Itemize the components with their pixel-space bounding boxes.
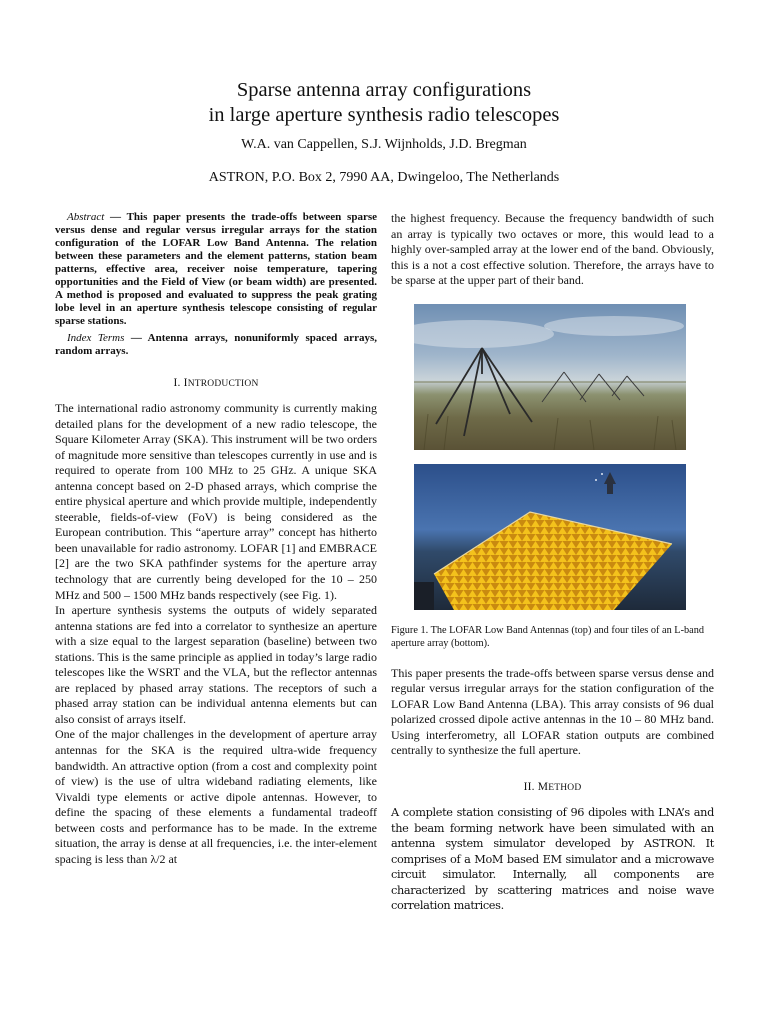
right-column (391, 211, 714, 914)
intro-paragraph-3: One of the major challenges in the development of aperture array antennas for the SKA is the required ultra-wide frequency bandwidth. An attractive option (from a cost and complexity point of view) is the use of ultra wideband radiating elements, like Vivaldi type elements or active dipole antennas. However, to define the spacing of these elements a fundamental tradeoff between costs and performance has to be made. In the extreme situation, the array is dense at all frequencies, i.e. the inter-element spacing is less than λ/2 at (55, 727, 377, 866)
section-heading-introduction: I. INTRODUCTION (173, 377, 259, 389)
lofar-lba-photo (414, 304, 686, 450)
intro-paragraph-2: In aperture synthesis systems the outputs of widely separated antenna stations are fed into a correlator to synthesize an aperture with a size equal to the largest separation (baseline) between two stations. This is the same principle as applied in today’s large radio telescopes like the WSRT and the VLA, but the reflector antennas are replaced by phased array stations. The receptors of such a phased array station can be individual antenna elements but can also consist of arrays itself. (55, 603, 377, 726)
lofar-antenna-illustration (414, 304, 686, 450)
title-line-2: in large aperture synthesis radio telescopes (208, 104, 560, 126)
paper-title (0, 78, 768, 128)
right-paragraph-lba: This paper presents the trade-offs between sparse versus dense and regular versus irregular arrays for the station configuration of the LOFAR Low Band Antenna (LBA). This array consists of 96 dual polarized crossed dipole active antennas in the 10 – 80 MHz band. Using interferometry, all LOFAR station outputs are combined centrally to synthesize the full aperture. (391, 665, 714, 758)
title-line-1: Sparse antenna array configurations (236, 79, 532, 101)
section-heading-method: II. METHOD (523, 781, 582, 794)
aperture-tiles-illustration (414, 464, 686, 610)
authors: W.A. van Cappellen, S.J. Wijnholds, J.D. Bregman (241, 137, 527, 152)
abstract (55, 211, 377, 328)
index-terms-label: Index Terms (67, 332, 125, 344)
figure-1-caption: Figure 1. The LOFAR Low Band Antennas (top) and four tiles of an L-band aperture array (bottom). (391, 624, 705, 649)
method-paragraph: A complete station consisting of 96 dipoles with LNA’s and the beam forming network have been simulated with an antenna system simulator developed by ASTRON. It comprises of a MoM based EM simulator and a microwave circuit simulator. Internally, all components are characterized by scattering matrices and noise wave correlation matrices. (391, 806, 714, 913)
abstract-text: — This paper presents the trade-offs between sparse versus dense and regular versus irregular arrays for the station configuration of the LOFAR Low Band Antenna. The relation between these parameters and the element patterns, station beam patterns, effective area, receiver noise temperature, tapering opportunities and the Field of View (or beam width) are presented. A method is proposed and evaluated to suppress the peak grating lobe level in an aperture synthesis telescope consisting of regular sparse stations. (55, 211, 377, 327)
left-column (55, 211, 377, 867)
intro-paragraph-1: The international radio astronomy community is currently making detailed plans for the development of a new radio telescope, the Square Kilometer Array (SKA). This instrument will be two orders of magnitude more sensitive than telescopes currently in use and is required to operate from 100 MHz to 25 GHz. A unique SKA antenna concept based on 2-D phased arrays, which comprise the entire physical aperture and which provide multiple, independently steerable, fields-of-view (FoV) is being considered as the European contribution. This “aperture array” concept has hitherto been unavailable for radio astronomy. LOFAR [1] and EMBRACE [2] are the two SKA pathfinder systems for the aperture array technology that are currently being developed for the 10 – 250 MHz and 500 – 1500 MHz bands respectively (see Fig. 1). (55, 401, 377, 602)
index-terms-text: — Antenna arrays, nonuniformly spaced arrays, random arrays. (55, 332, 377, 357)
l-band-aperture-array-photo (414, 464, 686, 610)
index-terms (55, 332, 377, 358)
abstract-label: Abstract (67, 211, 105, 223)
intro-paragraph-4: the highest frequency. Because the frequency bandwidth of such an array is typically two octaves or more, this would lead to a highly over-sampled array at the lower end of the band. Obviously, this is a not a cost effective solution. Therefore, the arrays have to be sparse at the upper part of their band. (391, 211, 714, 288)
affiliation: ASTRON, P.O. Box 2, 7990 AA, Dwingeloo, The Netherlands (208, 170, 560, 185)
